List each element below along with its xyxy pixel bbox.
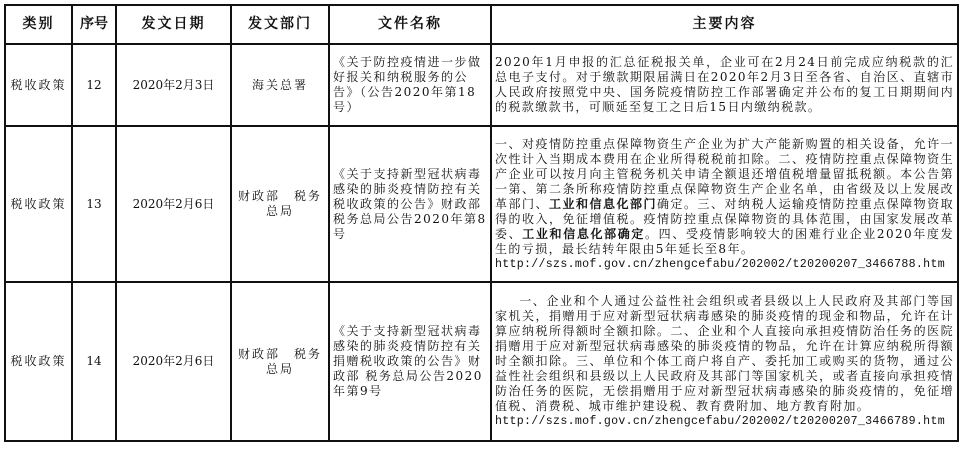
cell-document-name: 《关于防控疫情进一步做好报关和纳税服务的公告》（公告2020年第18号）	[329, 44, 491, 126]
policy-table	[4, 4, 959, 442]
cell-number: 12	[72, 44, 116, 126]
table-row	[5, 44, 958, 126]
header-date: 发文日期	[116, 5, 231, 44]
cell-category: 税收政策	[5, 44, 72, 126]
cell-content: 2020年1月申报的汇总征税报关单，企业可在2月24日前完成应纳税款的汇总电子支付。对于缴款期限届满日在2020年2月3日至各省、自治区、直辖市人民政府按照党中央、国务院疫情防控工作部署确定并公布的复工日期期间内的税款缴款书，可顺延至复工之日后15日内缴纳税款。	[491, 44, 958, 126]
cell-document-name: 《关于支持新型冠状病毒感染的肺炎疫情防控有关捐赠税收政策的公告》财政部 税务总局公告2020年第9号	[329, 282, 491, 441]
cell-date: 2020年2月3日	[116, 44, 231, 126]
content-text: 一、企业和个人通过公益性社会组织或者县级以上人民政府及其部门等国家机关，捐赠用于应对新型冠状病毒感染的肺炎疫情的现金和物品，允许在计算应纳税所得额时全额扣除。二、企业和个人直接向承担疫情防治任务的医院捐赠用于应对新型冠状病毒感染的肺炎疫情的物品，允许在计算应纳税所得额时全额扣除。三、单位和个体工商户将自产、委托加工或购买的货物，通过公益性社会组织和县级以上人民政府及其部门等国家机关，或者直接向承担疫情防治任务的医院，无偿捐赠用于应对新型冠状病毒感染的肺炎疫情的，免征增值税、消费税、城市维护建设税、教育费附加、地方教育附加。	[495, 294, 954, 413]
content-bold-text: 工业和信息化部门	[549, 196, 658, 211]
cell-date: 2020年2月6日	[116, 282, 231, 441]
cell-content	[491, 126, 958, 282]
content-text: 一、对疫情防控重点保障物资生产企业为扩大产能新购置的相关设备，允许一次性计入当期成本费用在企业所得税税前扣除。二、疫情防控重点保障物资生产企业可以按月向主管税务机关申请全额退还增值税增量留抵税额。本公告第一第、第二条所称疫情防控重点保障物资生产企业名单，由省级及以上发展改革部门、	[495, 136, 954, 211]
cell-category: 税收政策	[5, 282, 72, 441]
cell-department: 海关总署	[231, 44, 329, 126]
source-url-link[interactable]: http://szs.mof.gov.cn/zhengcefabu/202002/t20200207_3466788.htm	[495, 257, 945, 271]
cell-department: 财政部 税务总局	[231, 282, 329, 441]
table-header-row	[5, 5, 958, 44]
content-bold-text: 工业和信息化部确定	[522, 226, 646, 241]
header-department: 发文部门	[231, 5, 329, 44]
cell-date: 2020年2月6日	[116, 126, 231, 282]
header-category: 类别	[5, 5, 72, 44]
header-document-name: 文件名称	[329, 5, 491, 44]
cell-number: 13	[72, 126, 116, 282]
content-text: 。四、受疫情影响较大的困难行业企业2020年度发生的亏损，最长结转年限由5年延长至8年。	[495, 226, 954, 256]
cell-department: 财政部 税务总局	[231, 126, 329, 282]
content-text: 确定。三、对纳税人运输疫情防控重点保障物资取得的收入，免征增值税。疫情防控重点保障物资的具体范围，由国家发展改革委、	[495, 196, 954, 241]
header-content: 主要内容	[491, 5, 958, 44]
cell-content	[491, 282, 958, 441]
source-url-link[interactable]: http://szs.mof.gov.cn/zhengcefabu/202002/t20200207_3466789.htm	[495, 415, 945, 428]
cell-number: 14	[72, 282, 116, 441]
table-row	[5, 126, 958, 282]
cell-category: 税收政策	[5, 126, 72, 282]
header-number: 序号	[72, 5, 116, 44]
cell-document-name: 《关于支持新型冠状病毒感染的肺炎疫情防控有关税收政策的公告》财政部 税务总局公告2020年第8号	[329, 126, 491, 282]
table-row	[5, 282, 958, 441]
